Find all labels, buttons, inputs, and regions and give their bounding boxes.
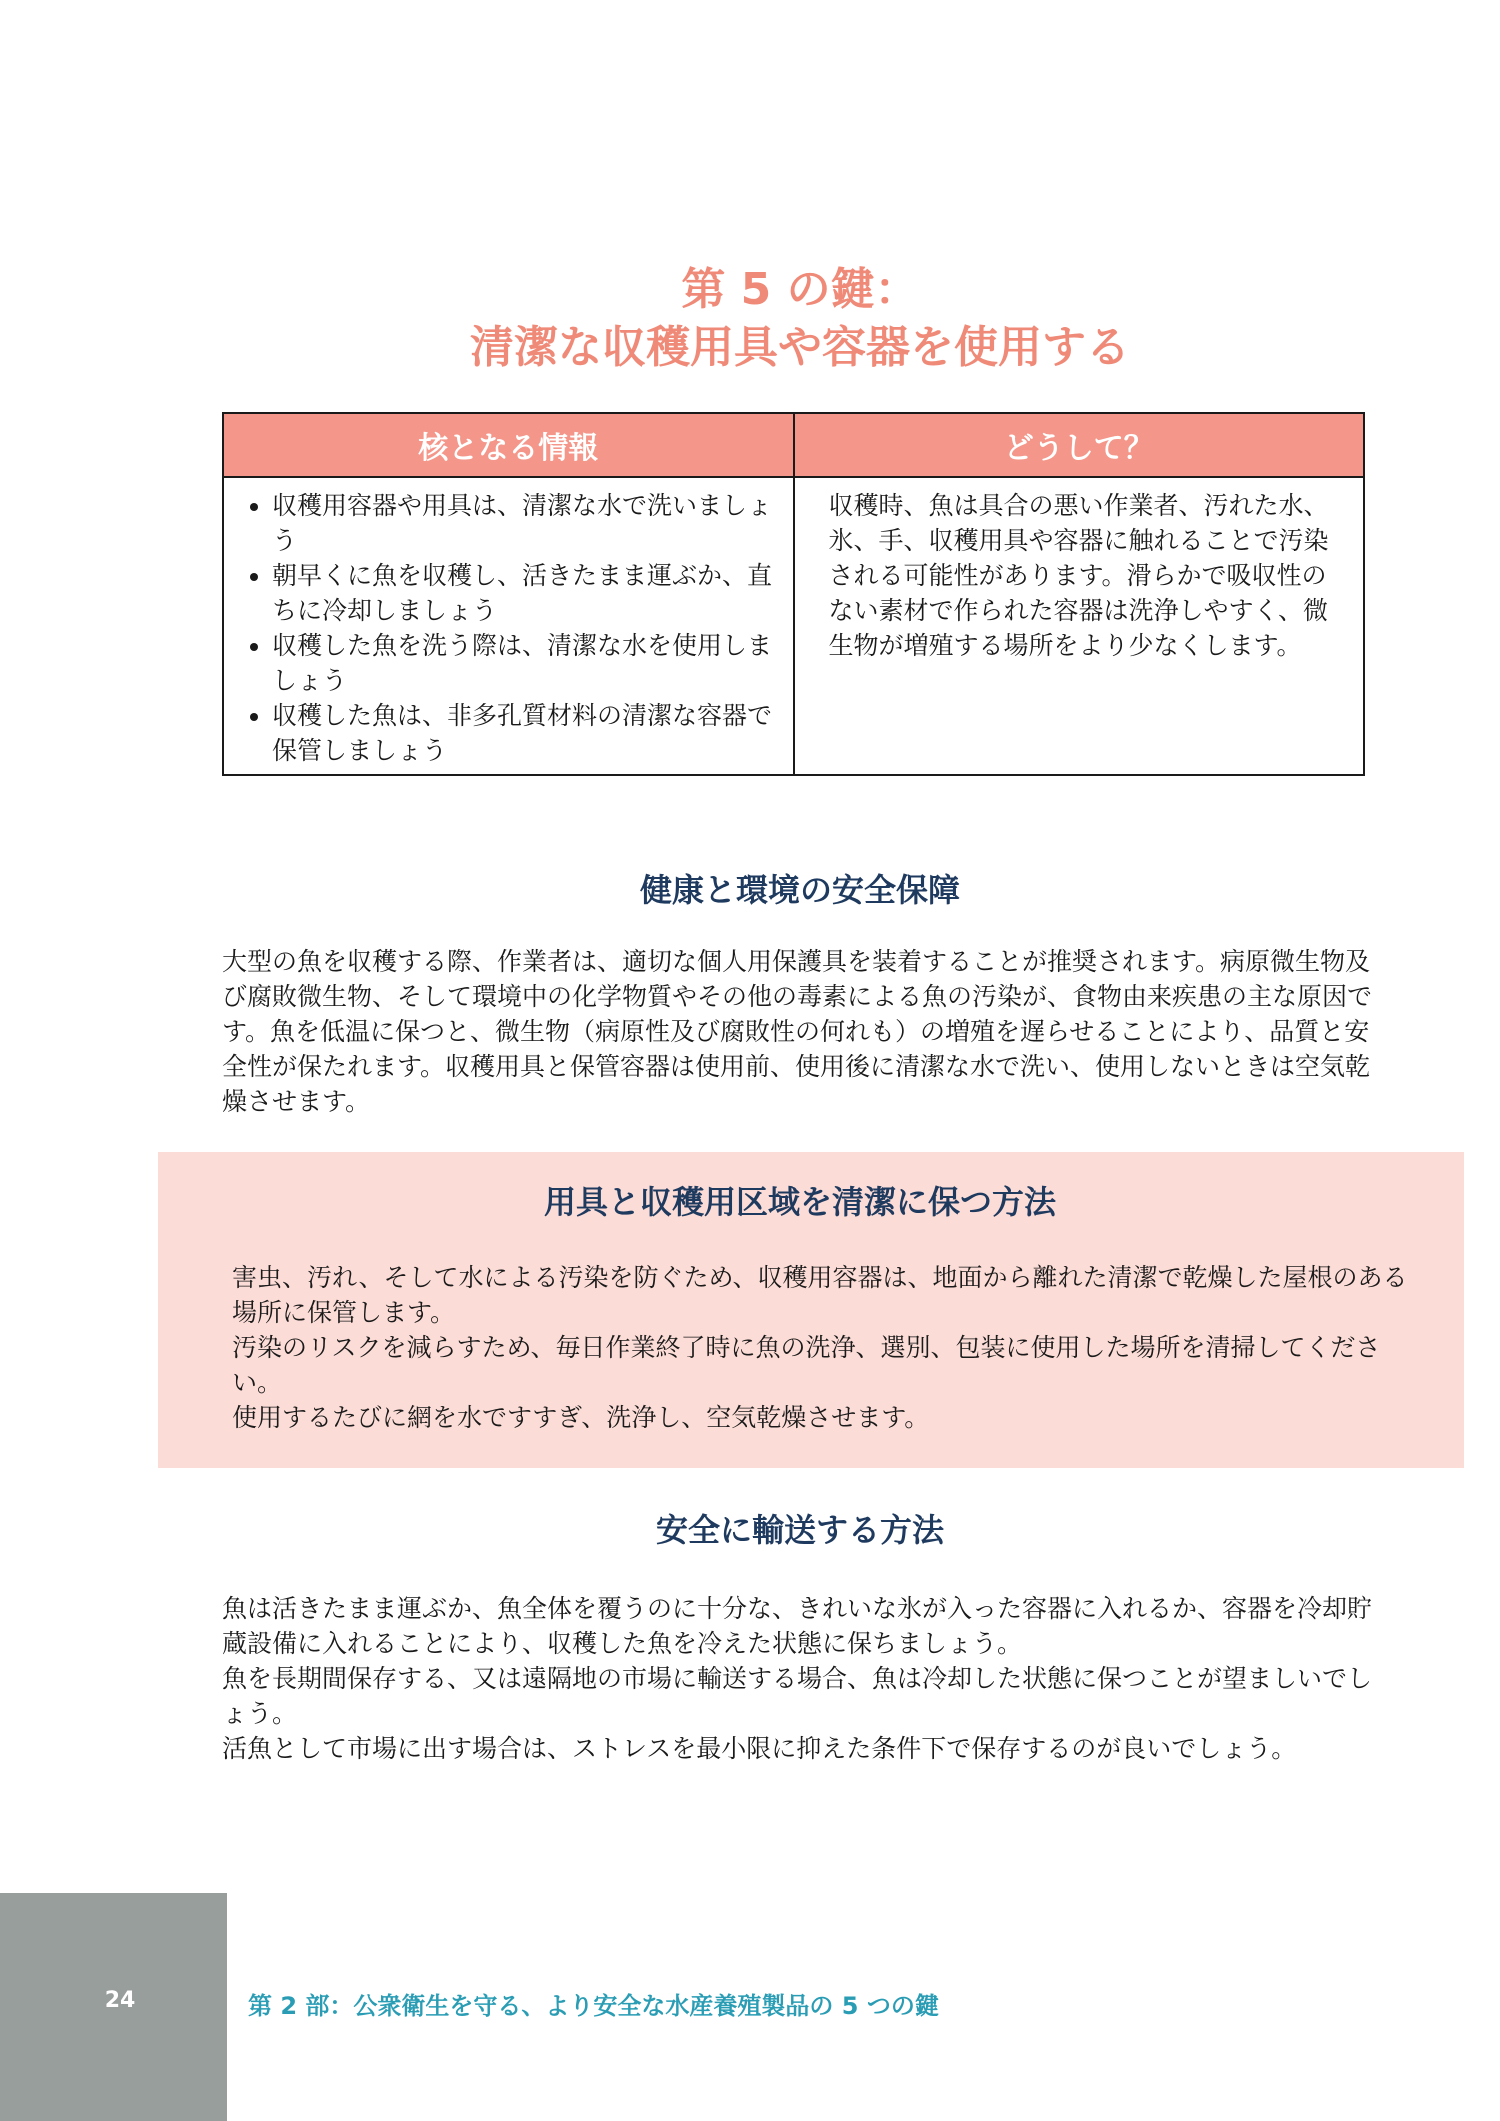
section-body-health-safety [222, 944, 1372, 1119]
paragraph: 魚は活きたまま運ぶか、魚全体を覆うのに十分な、きれいな氷が入った容器に入れるか、容器を冷却貯蔵設備に入れることにより、収穫した魚を冷えた状態に保ちましょう。 [222, 1594, 1373, 1658]
paragraph: 汚染のリスクを減らすため、毎日作業終了時に魚の洗浄、選別、包装に使用した場所を清掃してください。 [232, 1333, 1381, 1397]
list-item: • 朝早くに魚を収穫し、活きたまま運ぶか、直ちに冷却しましょう [272, 558, 775, 628]
paragraph: 害虫、汚れ、そして水による汚染を防ぐため、収穫用容器は、地面から離れた清潔で乾燥した屋根のある場所に保管します。 [232, 1263, 1408, 1327]
core-info-list [242, 488, 775, 768]
page-title-line1: 第 5 の鍵： [681, 264, 919, 315]
paragraph: 使用するたびに網を水ですすぎ、洗浄し、空気乾燥させます。 [232, 1403, 930, 1432]
page-title-line2: 清潔な収穫用具や容器を使用する [470, 322, 1130, 373]
section-body-cleaning [232, 1260, 1412, 1435]
section-heading-transport: 安全に輸送する方法 [655, 1511, 944, 1549]
why-cell: 収穫時、魚は具合の悪い作業者、汚れた水、氷、手、収穫用具や容器に触れることで汚染される可能性があります。滑らかで吸収性のない素材で作られた容器は洗浄しやすく、微生物が増殖する場所をより少なくします。 [794, 477, 1365, 775]
page-number: 24 [104, 1988, 136, 2013]
list-item: • 収穫した魚を洗う際は、清潔な水を使用しましょう [272, 628, 775, 698]
table-header-row [223, 413, 1364, 477]
core-info-cell [223, 477, 794, 775]
section-body-transport [222, 1591, 1372, 1766]
section-heading-health-safety: 健康と環境の安全保障 [639, 871, 960, 909]
header-why: どうして？ [794, 413, 1365, 477]
footer-section-title: 第 2 部：公衆衛生を守る、より安全な水産養殖製品の 5 つの鍵 [248, 1992, 939, 2020]
list-item: • 収穫した魚は、非多孔質材料の清潔な容器で保管しましょう [272, 698, 775, 768]
paragraph: 魚を長期間保存する、又は遠隔地の市場に輸送する場合、魚は冷却した状態に保つことが望ましいでしょう。 [222, 1664, 1373, 1728]
paragraph: 大型の魚を収穫する際、作業者は、適切な個人用保護具を装着することが推奨されます。病原微生物及び腐敗微生物、そして環境中の化学物質やその他の毒素による魚の汚染が、食物由来疾患の主な原因です。魚を低温に保つと、微生物（病原性及び腐敗性の何れも）の増殖を遅らせることにより、品質と安全性が保たれます。収穫用具と保管容器は使用前、使用後に清潔な水で洗い、使用しないときは空気乾燥させます。 [222, 947, 1373, 1116]
key-info-table [222, 412, 1365, 776]
list-item: • 収穫用容器や用具は、清潔な水で洗いましょう [272, 488, 775, 558]
header-core-info: 核となる情報 [223, 413, 794, 477]
section-heading-cleaning: 用具と収穫用区域を清潔に保つ方法 [543, 1183, 1056, 1221]
table-row [223, 477, 1364, 775]
paragraph: 活魚として市場に出す場合は、ストレスを最小限に抑えた条件下で保存するのが良いでしょう。 [222, 1734, 1297, 1763]
